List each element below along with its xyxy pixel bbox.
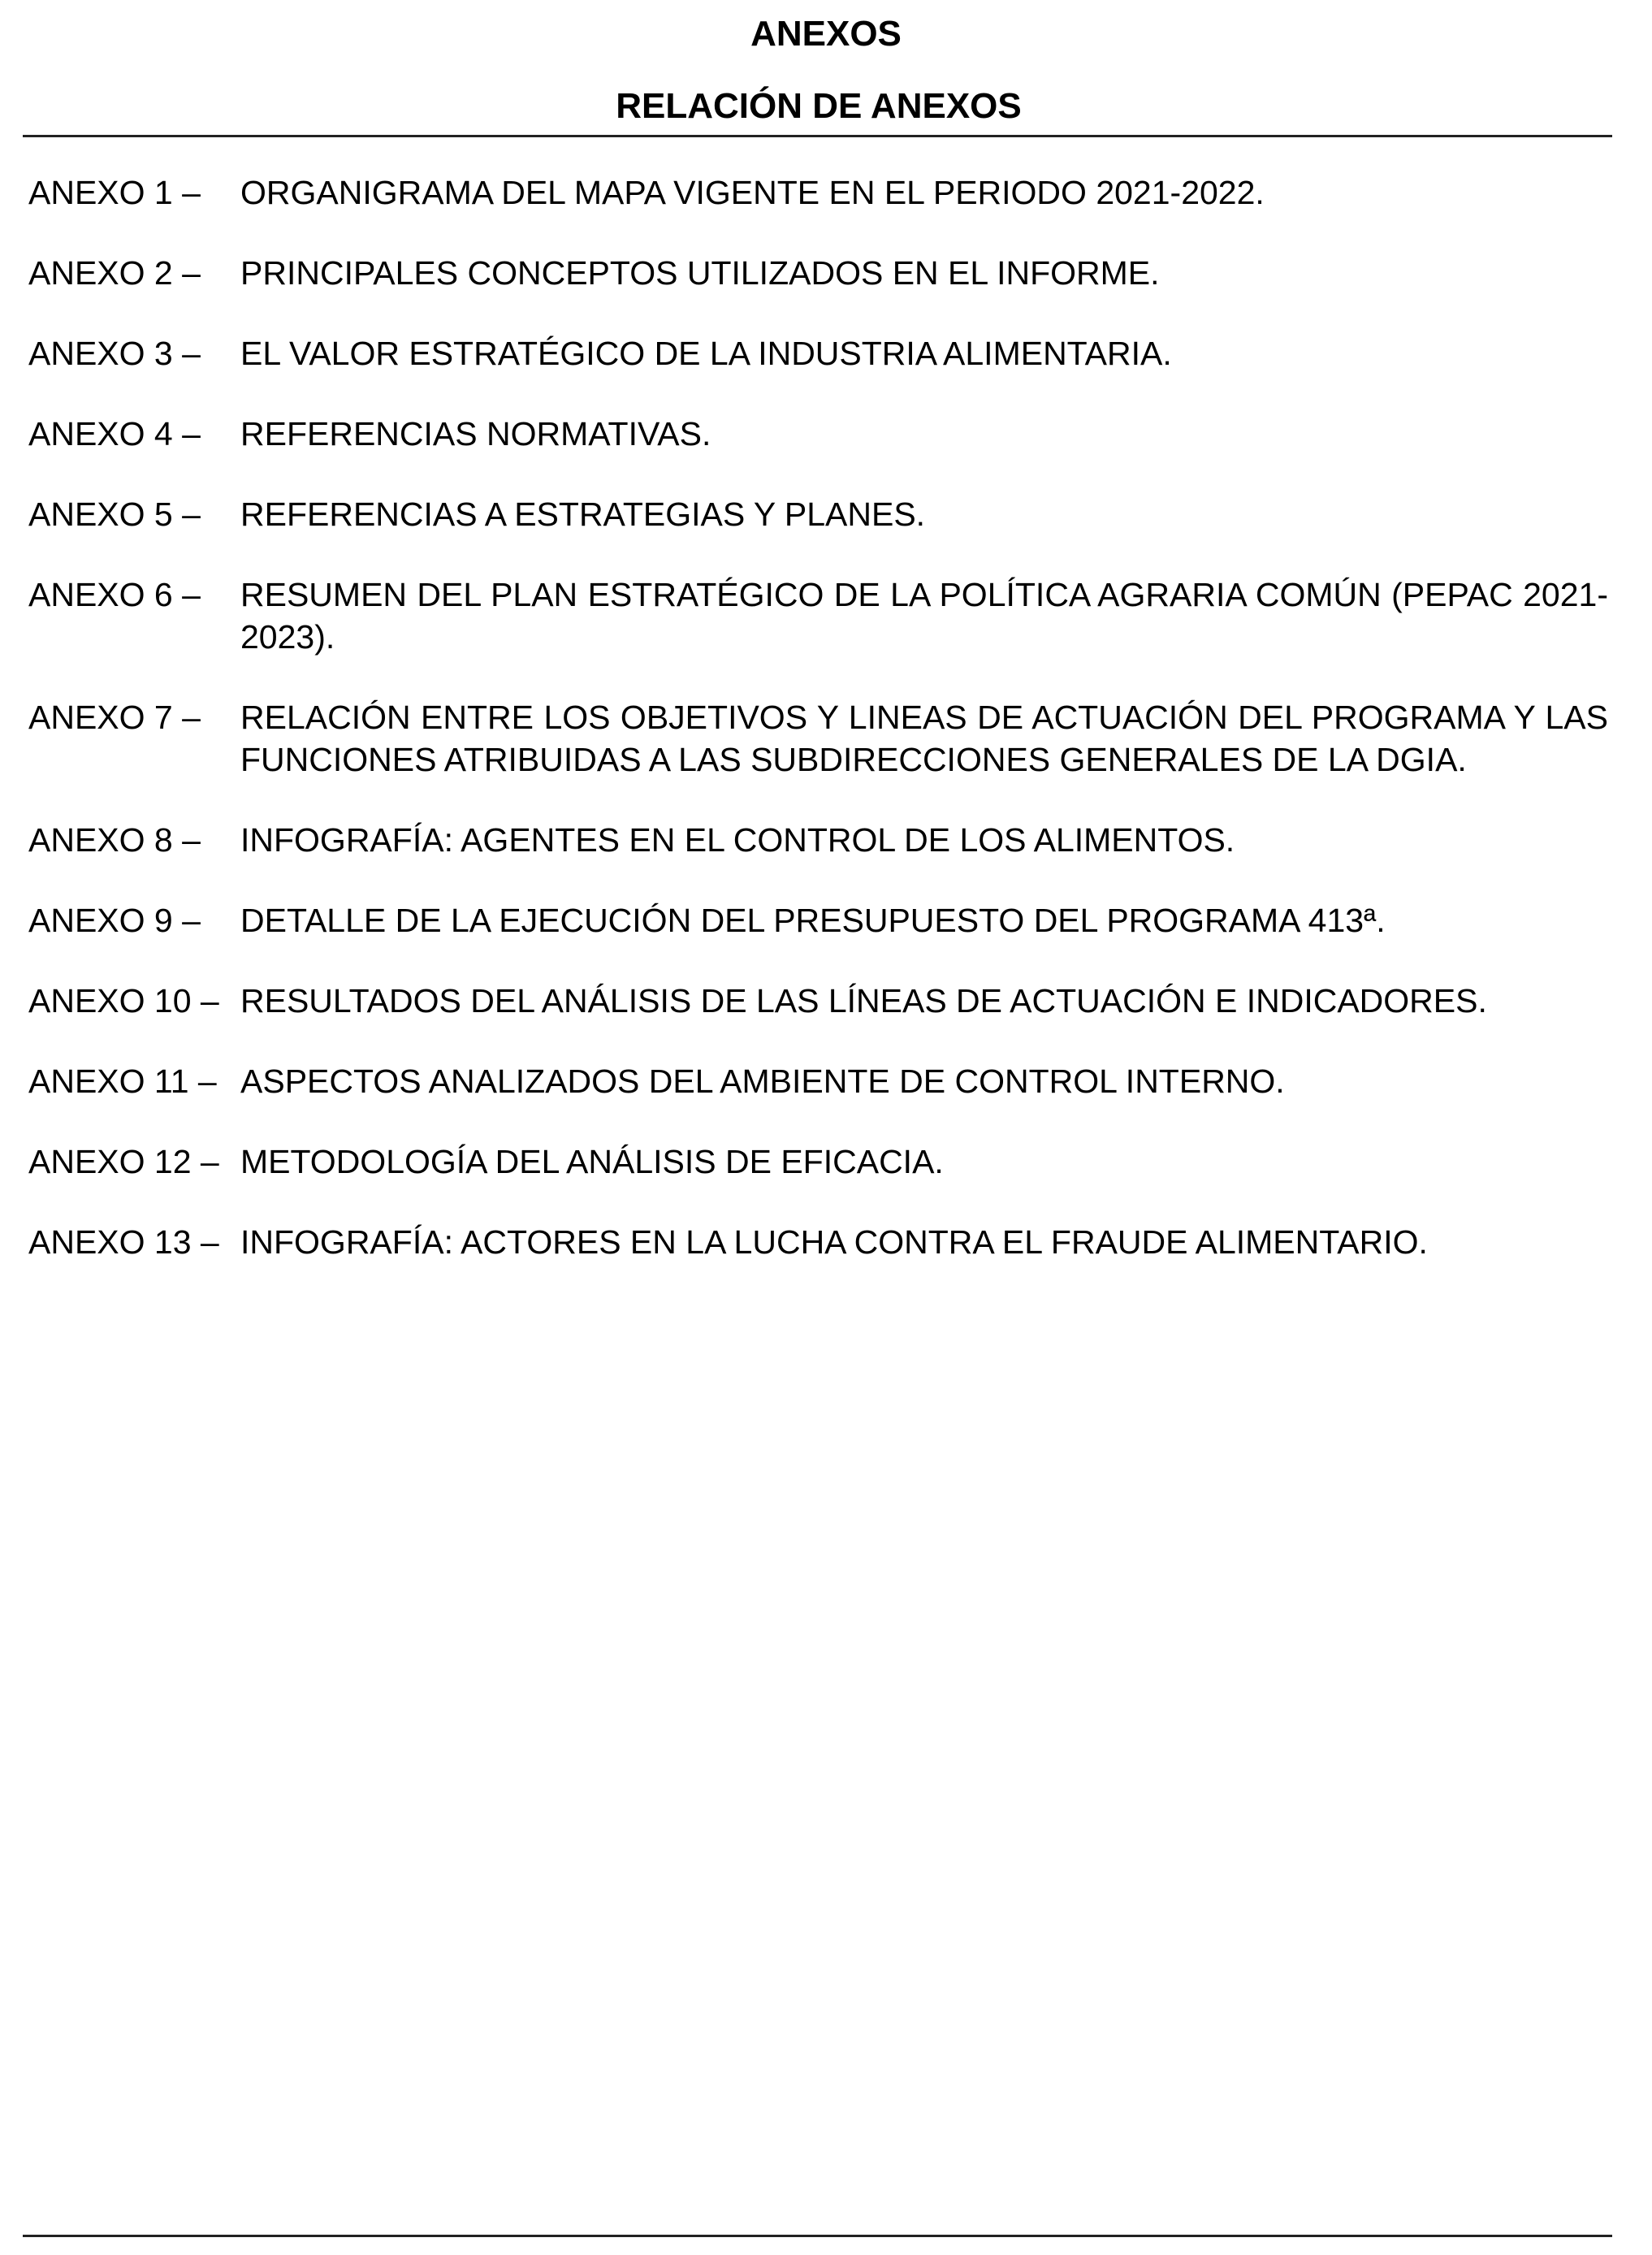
annex-item (28, 1140, 1608, 1183)
annex-item (28, 696, 1608, 781)
annex-label: ANEXO 11 – (28, 1063, 217, 1100)
annex-label: ANEXO 4 – (28, 415, 201, 452)
annex-label: ANEXO 9 – (28, 902, 201, 939)
annex-label: ANEXO 10 – (28, 982, 219, 1019)
annex-list (28, 171, 1608, 1301)
bottom-divider (23, 2235, 1612, 2237)
annex-title: ORGANIGRAMA DEL MAPA VIGENTE EN EL PERIODO 2021-2022. (240, 174, 1265, 211)
annex-item (28, 899, 1608, 941)
annex-item (28, 1221, 1608, 1263)
annex-title: RELACIÓN ENTRE LOS OBJETIVOS Y LINEAS DE ACTUACIÓN DEL PROGRAMA Y LAS FUNCIONES ATRIBUIDAS A LAS SUBDIRECCIONES GENERALES DE LA DGIA. (240, 699, 1608, 778)
annex-item (28, 171, 1608, 214)
annex-label: ANEXO 1 – (28, 174, 201, 211)
annex-title: PRINCIPALES CONCEPTOS UTILIZADOS EN EL INFORME. (240, 254, 1160, 292)
annex-label: ANEXO 7 – (28, 699, 201, 736)
page-title: ANEXOS (750, 14, 902, 54)
annex-title: METODOLOGÍA DEL ANÁLISIS DE EFICACIA. (240, 1143, 944, 1180)
annex-label: ANEXO 8 – (28, 821, 201, 859)
page-subtitle: RELACIÓN DE ANEXOS (616, 86, 1022, 126)
annex-label: ANEXO 12 – (28, 1143, 219, 1180)
annex-title: INFOGRAFÍA: ACTORES EN LA LUCHA CONTRA EL FRAUDE ALIMENTARIO. (240, 1223, 1428, 1261)
annex-label: ANEXO 2 – (28, 254, 201, 292)
annex-label: ANEXO 13 – (28, 1223, 219, 1261)
annex-label: ANEXO 6 – (28, 576, 201, 613)
annex-item (28, 1060, 1608, 1102)
annex-item (28, 332, 1608, 374)
annex-item (28, 980, 1608, 1022)
annex-title: REFERENCIAS A ESTRATEGIAS Y PLANES. (240, 496, 926, 533)
annex-title: INFOGRAFÍA: AGENTES EN EL CONTROL DE LOS ALIMENTOS. (240, 821, 1235, 859)
annex-item (28, 252, 1608, 294)
annex-item (28, 493, 1608, 535)
annex-title: EL VALOR ESTRATÉGICO DE LA INDUSTRIA ALIMENTARIA. (240, 335, 1172, 372)
annex-title: RESULTADOS DEL ANÁLISIS DE LAS LÍNEAS DE ACTUACIÓN E INDICADORES. (240, 982, 1487, 1019)
annex-title: RESUMEN DEL PLAN ESTRATÉGICO DE LA POLÍTICA AGRARIA COMÚN (PEPAC 2021-2023). (240, 576, 1608, 656)
annex-title: REFERENCIAS NORMATIVAS. (240, 415, 711, 452)
annex-title: DETALLE DE LA EJECUCIÓN DEL PRESUPUESTO DEL PROGRAMA 413ª. (240, 902, 1386, 939)
annex-item (28, 819, 1608, 861)
annex-item (28, 573, 1608, 658)
annex-item (28, 413, 1608, 455)
annex-title: ASPECTOS ANALIZADOS DEL AMBIENTE DE CONTROL INTERNO. (240, 1063, 1285, 1100)
annex-label: ANEXO 3 – (28, 335, 201, 372)
annex-label: ANEXO 5 – (28, 496, 201, 533)
top-divider (23, 135, 1612, 137)
